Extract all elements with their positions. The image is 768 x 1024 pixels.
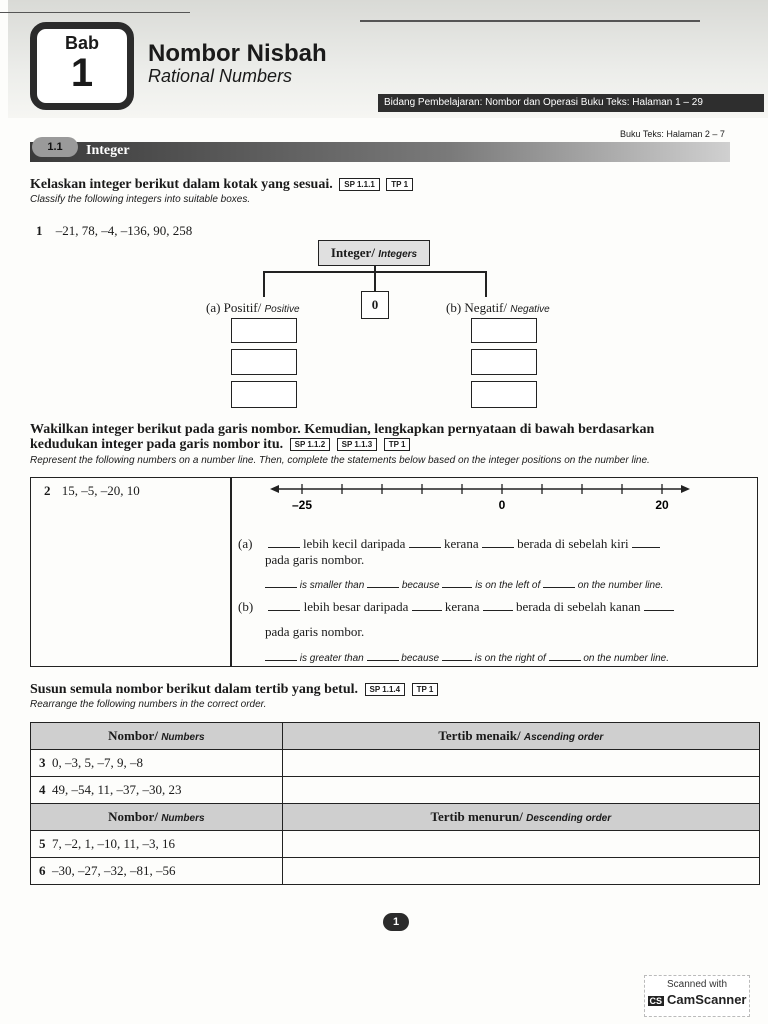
section-bar [30, 142, 730, 162]
answer-blank[interactable] [265, 577, 297, 588]
row-number: 5 [39, 836, 46, 851]
answer-blank[interactable] [483, 600, 513, 611]
q1-numbers-list: –21, 78, –4, –136, 90, 258 [55, 223, 193, 238]
statement-en-text: because [401, 580, 440, 591]
table-row [31, 750, 760, 777]
numbers-cell [31, 750, 283, 777]
scanner-line1: Scanned with [666, 979, 728, 990]
statement-a [238, 536, 660, 552]
statement-a-label: (a) [238, 536, 253, 551]
level-badge: TP 1 [386, 178, 413, 191]
answer-cell[interactable] [282, 831, 759, 858]
answer-blank[interactable] [543, 577, 575, 588]
statement-text: berada di sebelah kanan [516, 599, 641, 614]
table-row [31, 831, 760, 858]
row-number: 3 [39, 755, 46, 770]
header-text-en: Numbers [161, 732, 205, 743]
statement-a-en [265, 577, 663, 591]
row-values: 49, –54, 11, –37, –30, 23 [52, 782, 182, 797]
row-values: 0, –3, 5, –7, 9, –8 [52, 755, 143, 770]
root-label: Integer/ [330, 245, 375, 260]
root-label-en: Integers [378, 249, 418, 260]
q3-heading [30, 682, 438, 698]
descending-column-header [282, 804, 759, 831]
statement-en-text: is on the right of [474, 653, 546, 664]
axis-label-min: –25 [291, 498, 313, 512]
positive-label-en: Positive [264, 304, 300, 315]
statement-text: lebih kecil daripada [302, 536, 406, 551]
statement-text: kerana [443, 536, 479, 551]
q1-item [36, 223, 192, 239]
statement-en-text: is smaller than [299, 580, 365, 591]
answer-blank[interactable] [482, 537, 514, 548]
row-values: 7, –2, 1, –10, 11, –3, 16 [52, 836, 176, 851]
header-rule [360, 20, 700, 22]
q2-heading-text: kedudukan integer pada garis nombor itu. [30, 437, 284, 452]
tree-connector [485, 271, 487, 297]
header-text: Nombor/ [108, 809, 158, 824]
answer-cell[interactable] [282, 858, 759, 885]
numbers-column-header [31, 804, 283, 831]
ascending-column-header [282, 723, 759, 750]
q2-subheading: Represent the following numbers on a number line. Then, complete the statements below based on the integer positions on the number line. [30, 455, 650, 466]
answer-blank[interactable] [442, 650, 472, 661]
tree-connector [263, 271, 265, 297]
zero-box: 0 [361, 291, 389, 319]
textbook-reference: Buku Teks: Halaman 2 – 7 [620, 129, 725, 139]
q2-heading-line1: Wakilkan integer berikut pada garis nombor. Kemudian, lengkapkan pernyataan di bawah berdasarkan [30, 422, 655, 437]
answer-blank[interactable] [632, 537, 660, 548]
statement-en-text: on the number line. [583, 653, 669, 664]
answer-cell[interactable] [282, 750, 759, 777]
row-number: 4 [39, 782, 46, 797]
positive-label-text: (a) Positif/ [206, 300, 262, 315]
answer-cell[interactable] [282, 777, 759, 804]
header-text: Tertib menaik/ [438, 728, 521, 743]
answer-blank[interactable] [265, 650, 297, 661]
learning-area-stripe: Bidang Pembelajaran: Nombor dan Operasi Buku Teks: Halaman 1 – 29 [378, 94, 764, 112]
level-badge: TP 1 [412, 683, 439, 696]
q2-item [44, 483, 140, 499]
ascending-header-row [31, 723, 760, 750]
positive-label [206, 300, 300, 316]
positive-answer-box[interactable] [231, 318, 297, 343]
q2-heading-line2 [30, 437, 410, 453]
chapter-number: 1 [70, 51, 94, 95]
answer-blank[interactable] [367, 650, 399, 661]
statement-en-text: because [401, 653, 440, 664]
skill-badge: SP 1.1.4 [365, 683, 406, 696]
right-arrow-icon [681, 485, 690, 493]
camscanner-logo-icon: CS [649, 995, 663, 1006]
order-table [30, 722, 760, 885]
negative-label-text: (b) Negatif/ [446, 300, 508, 315]
descending-header-row [31, 804, 760, 831]
header-rule [0, 12, 190, 13]
statement-b-en [265, 650, 669, 664]
q2-table-divider [230, 477, 232, 667]
q1-heading-text: Kelaskan integer berikut dalam kotak yang sesuai. [30, 177, 333, 192]
answer-blank[interactable] [367, 577, 399, 588]
positive-answer-box[interactable] [231, 349, 297, 375]
chapter-word: Bab [64, 33, 99, 53]
axis-label-max: 20 [655, 498, 669, 512]
answer-blank[interactable] [268, 537, 300, 548]
statement-a-cont: pada garis nombor. [265, 552, 365, 567]
statement-en-text: is greater than [299, 653, 364, 664]
scanner-watermark [644, 975, 750, 1017]
skill-badge: SP 1.1.2 [290, 438, 331, 451]
answer-blank[interactable] [549, 650, 581, 661]
chapter-subtitle: Rational Numbers [148, 66, 293, 86]
negative-answer-box[interactable] [471, 349, 537, 375]
page-number: 1 [383, 913, 409, 931]
level-badge: TP 1 [384, 438, 411, 451]
q3-subheading: Rearrange the following numbers in the correct order. [30, 699, 267, 710]
header-text: Tertib menurun/ [430, 809, 523, 824]
answer-blank[interactable] [412, 600, 442, 611]
skill-badge: SP 1.1.3 [337, 438, 378, 451]
skill-badge: SP 1.1.1 [339, 178, 380, 191]
row-number: 6 [39, 863, 46, 878]
q3-heading-text: Susun semula nombor berikut dalam tertib yang betul. [30, 682, 359, 697]
answer-blank[interactable] [268, 600, 300, 611]
negative-answer-box[interactable] [471, 381, 537, 408]
q1-subheading: Classify the following integers into suitable boxes. [30, 194, 251, 205]
negative-label [446, 300, 550, 316]
left-arrow-icon [270, 485, 279, 493]
integer-root-box [318, 240, 430, 266]
answer-blank[interactable] [644, 600, 674, 611]
tree-connector [374, 271, 376, 291]
section-title: Integer [86, 143, 130, 158]
q1-heading [30, 177, 413, 193]
statement-b-label: (b) [238, 599, 254, 614]
numbers-cell [31, 777, 283, 804]
q1-number: 1 [36, 223, 43, 238]
header-text: Nombor/ [108, 728, 158, 743]
header-text-en: Numbers [161, 813, 205, 824]
answer-blank[interactable] [409, 537, 441, 548]
table-row [31, 777, 760, 804]
statement-text: berada di sebelah kiri [517, 536, 629, 551]
chapter-badge [30, 22, 134, 110]
statement-b-cont: pada garis nombor. [265, 624, 365, 639]
scanner-brand [645, 992, 749, 1007]
positive-answer-box[interactable] [231, 381, 297, 408]
statement-text: kerana [444, 599, 480, 614]
q2-numbers-list: 15, –5, –20, 10 [61, 483, 140, 498]
negative-label-en: Negative [510, 304, 550, 315]
row-values: –30, –27, –32, –81, –56 [52, 863, 176, 878]
axis-label-zero: 0 [498, 498, 506, 512]
header-text-en: Ascending order [523, 732, 604, 743]
numbers-cell [31, 831, 283, 858]
section-number: 1.1 [32, 137, 78, 157]
q2-number: 2 [44, 483, 51, 498]
numbers-column-header [31, 723, 283, 750]
number-line[interactable] [270, 480, 690, 516]
statement-en-text: is on the left of [475, 580, 541, 591]
chapter-title: Nombor Nisbah [148, 40, 327, 67]
scanner-line2: CamScanner [667, 992, 747, 1007]
numbers-cell [31, 858, 283, 885]
statement-text: lebih besar daripada [303, 599, 409, 614]
statement-en-text: on the number line. [577, 580, 664, 591]
header-text-en: Descending order [526, 813, 612, 824]
table-row [31, 858, 760, 885]
statement-b [238, 599, 674, 615]
answer-blank[interactable] [442, 577, 472, 588]
negative-answer-box[interactable] [471, 318, 537, 343]
